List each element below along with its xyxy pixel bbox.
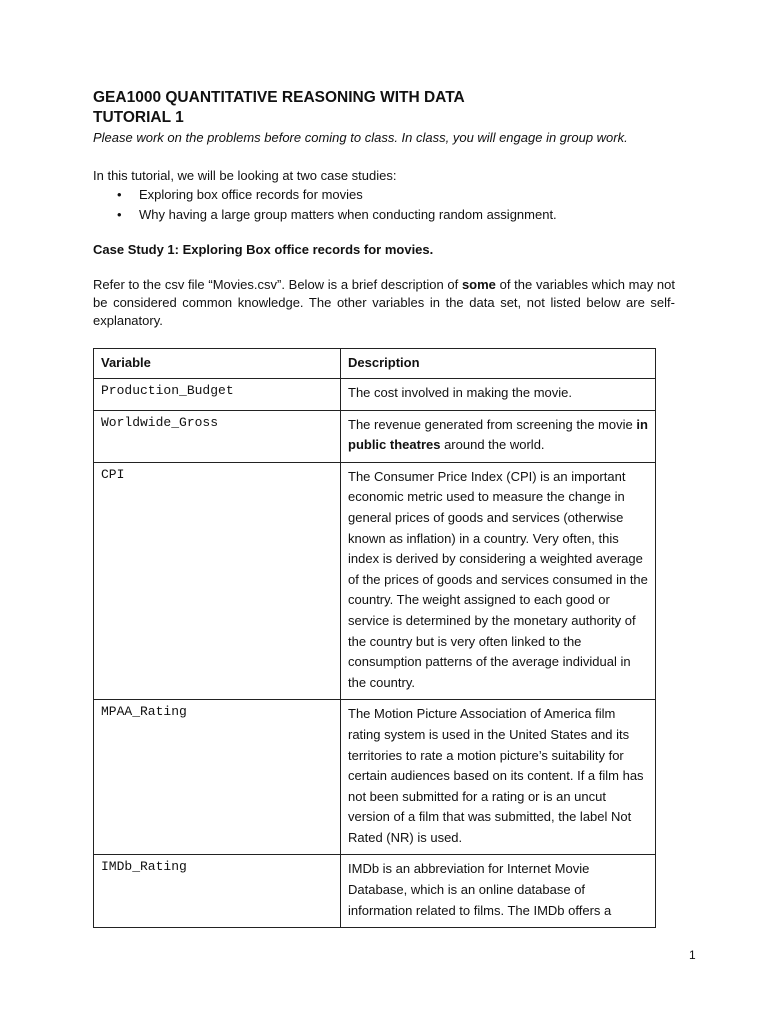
instruction-text: Please work on the problems before coming to class. In class, you will engage in group work.: [93, 130, 628, 145]
refer-text-bold: some: [461, 277, 496, 292]
tutorial-title: TUTORIAL 1: [93, 109, 184, 126]
variable-cell: Production_Budget: [94, 379, 341, 411]
description-cell: The Consumer Price Index (CPI) is an important economic metric used to measure the change in general prices of goods and services (otherwise known as inflation) in a country. Very often, this index is derived by considering a weighted average of the prices of goods and services consumed in the country. The weight assigned to each good or service is determined by the monetary authority of the country but is very often linked to the consumption patterns of the average individual in the country.: [341, 462, 656, 700]
case-list: [93, 185, 675, 224]
table-row: [94, 410, 656, 462]
case-list-item-text: Why having a large group matters when conducting random assignment.: [139, 206, 557, 222]
page-content: [93, 88, 675, 928]
description-cell: IMDb is an abbreviation for Internet Movie Database, which is an online database of information related to films. The IMDb offers a: [341, 855, 656, 928]
course-title: GEA1000 QUANTITATIVE REASONING WITH DATA: [93, 89, 465, 106]
column-header-variable: Variable: [94, 349, 341, 379]
description-text-part1: The revenue generated from screening the movie: [348, 416, 637, 432]
bullet-icon: •: [117, 187, 122, 202]
variable-cell: IMDb_Rating: [94, 855, 341, 928]
page-number: 1: [689, 948, 696, 962]
refer-text-part2: of the variables which may not be considered common knowledge. The other variables in the data set, not listed below are self-explanatory.: [93, 277, 675, 328]
variable-cell: CPI: [94, 462, 341, 700]
variable-cell: MPAA_Rating: [94, 700, 341, 855]
table-row: [94, 379, 656, 411]
description-cell: The cost involved in making the movie.: [341, 379, 656, 411]
description-cell: [341, 410, 656, 462]
description-cell: The Motion Picture Association of America film rating system is used in the United States and its territories to rate a motion picture’s suitability for certain audiences based on its content. If a film has not been submitted for a rating or is an uncut version of a film that was submitted, the label Not Rated (NR) is used.: [341, 700, 656, 855]
case-study-heading: Case Study 1: Exploring Box office records for movies.: [93, 242, 434, 257]
description-text-bold: in public theatres: [348, 416, 648, 453]
bullet-icon: •: [117, 206, 122, 222]
table-row: [94, 700, 656, 855]
intro-text: In this tutorial, we will be looking at two case studies:: [93, 168, 397, 183]
variable-cell: Worldwide_Gross: [94, 410, 341, 462]
refer-text-part1: Refer to the csv file “Movies.csv”. Below is a brief description of: [93, 277, 462, 292]
table-row: [94, 855, 656, 928]
column-header-description: Description: [341, 349, 656, 379]
table-header-row: [94, 349, 656, 379]
description-text-part2: around the world.: [440, 437, 545, 453]
table-row: [94, 462, 656, 700]
case-list-item: [93, 205, 675, 225]
variables-table: [93, 348, 656, 928]
case-list-item-text: Exploring box office records for movies: [139, 187, 363, 202]
refer-paragraph: [93, 276, 675, 330]
case-list-item: [93, 185, 675, 205]
